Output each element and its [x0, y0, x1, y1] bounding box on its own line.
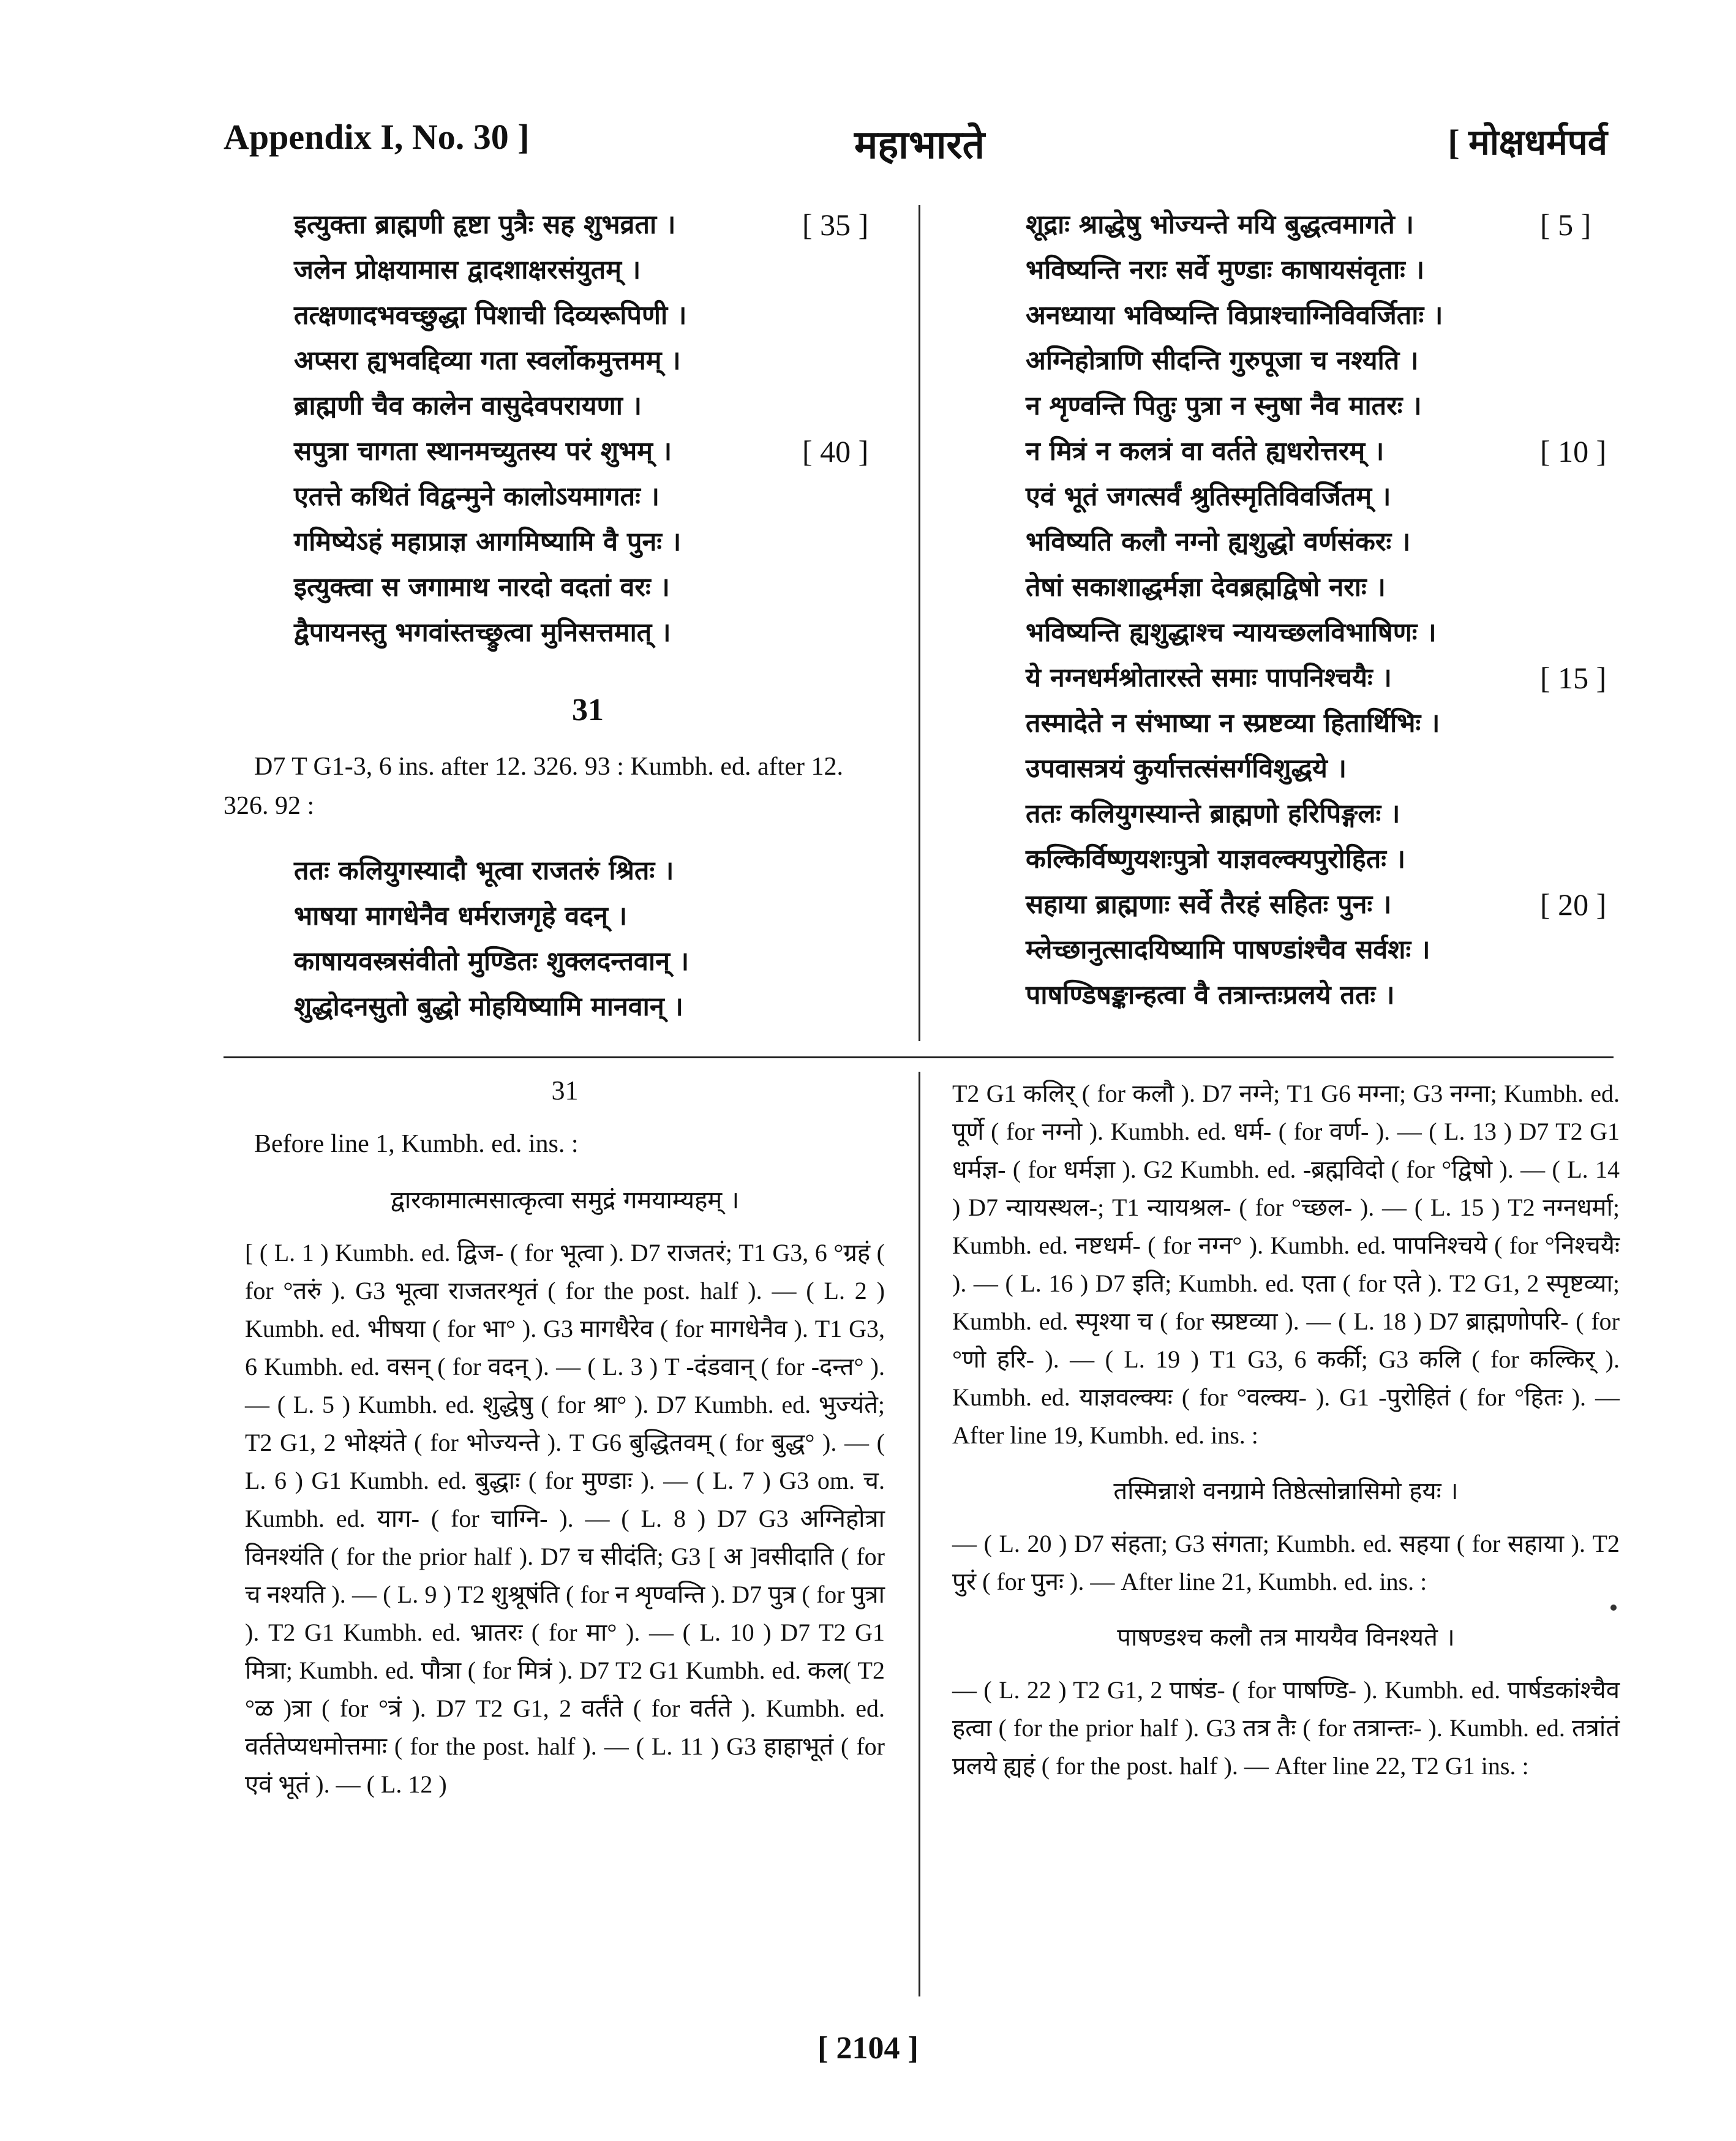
verse-line — [294, 610, 882, 655]
verse-line — [1026, 655, 1614, 701]
verse-text: तत्क्षणादभवच्छुद्धा पिशाची दिव्यरूपिणी । — [294, 300, 687, 331]
verse-text: भविष्यन्ति नराः सर्वे मुण्डाः काषायसंवृताः । — [1026, 255, 1425, 285]
verse-line — [294, 293, 882, 338]
verse-line — [1026, 791, 1614, 837]
verse-text: जलेन प्रोक्षयामास द्वादशाक्षरसंयुतम् । — [294, 255, 641, 285]
apparatus-separator — [224, 1056, 1614, 1058]
verse-line — [294, 848, 882, 894]
verse-line — [1026, 338, 1614, 383]
verse-text: भविष्यन्ति ह्यशुद्धाश्च न्यायच्छलविभाषिणः । — [1026, 617, 1437, 648]
critical-notes-right — [952, 1075, 1620, 1785]
verse-line — [1026, 429, 1614, 474]
verse-text: ब्राह्मणी चैव कालेन वासुदेवपरायणा । — [294, 391, 642, 421]
right-verse-column — [1026, 202, 1614, 1018]
notes-body-right-2: — ( L. 20 ) D7 संहता; G3 संगता; Kumbh. ed. सहया ( for सहाया ). T2 पुरं ( for पुनः ). — After line 21, Kumbh. ed. ins. : — [952, 1530, 1620, 1595]
verse-line — [1026, 383, 1614, 429]
verse-text: ततः कलियुगस्यान्ते ब्राह्मणो हरिपिङ्गलः । — [1026, 799, 1400, 829]
verse-text: शूद्राः श्राद्धेषु भोज्यन्ते मयि बुद्धत्वमागते । — [1026, 209, 1415, 240]
verse-line — [1026, 519, 1614, 565]
verse-text: द्वैपायनस्तु भगवांस्तच्छ्रुत्वा मुनिसत्तमात् । — [294, 617, 671, 648]
verse-text: अप्सरा ह्यभवद्दिव्या गता स्वर्लोकमुत्तमम् । — [294, 345, 681, 376]
verse-text: इत्युक्ता ब्राह्मणी हृष्टा पुत्रैः सह शुभव्रता । — [294, 209, 676, 240]
notes-body-left: [ ( L. 1 ) Kumbh. ed. द्विज- ( for भूत्वा ). D7 राजतरं; T1 G3, 6 °ग्रहं ( for °तरुं ). G3 भूत्वा राजतरशृतं ( for the post. half ). — ( L. 2 ) Kumbh. ed. भीषया ( for भा° ). G3 मागधैरेव ( for मागधेनैव ). T1 G3, 6 Kumbh. ed. वसन् ( for वदन् ). — ( L. 3 ) T -दंडवान् ( for -दन्त° ). — ( L. 5 ) Kumbh. ed. शुद्धेषु ( for श्रा° ). D7 Kumbh. ed. भुज्यंते; T2 G1, 2 भोक्ष्यंते ( for भोज्यन्ते ). T G6 बुद्धितवम् ( for बुद्ध° ). — ( L. 6 ) G1 Kumbh. ed. बुद्धाः ( for मुण्डाः ). — ( L. 7 ) G3 om. च. Kumbh. ed. याग- ( for चाग्नि- ). — ( L. 8 ) D7 G3 अग्निहोत्रा विनश्यंति ( for the prior half ). D7 च सीदंति; G3 [ अ ]वसीदाति ( for च नश्यति ). — ( L. 9 ) T2 शुश्रूषंति ( for न शृण्वन्ति ). D7 पुत्र ( for पुत्रा ). T2 G1 Kumbh. ed. भ्रातरः ( for मा° ). — ( L. 10 ) D7 T2 G1 मित्रा; Kumbh. ed. पौत्रा ( for मित्रं ). D7 T2 G1 Kumbh. ed. कल( T2 °ळ )त्रा ( for °त्रं ). D7 T2 G1, 2 वर्तंते ( for वर्तते ). Kumbh. ed. वर्ततेप्यधमोत्तमाः ( for the post. half ). — ( L. 11 ) G3 हाहाभूतं ( for एवं भूतं ). — ( L. 12 ) — [245, 1239, 885, 1798]
verse-line — [1026, 973, 1614, 1018]
verse-text: सपुत्रा चागता स्थानमच्युतस्य परं शुभम् । — [294, 436, 672, 467]
critical-notes-left — [245, 1075, 885, 1804]
verse-number: [ 15 ] — [1540, 661, 1607, 695]
parvan-title: [ मोक्षधर्मपर्व — [1448, 122, 1607, 162]
running-title: महाभारते — [854, 123, 985, 167]
verse-text: तेषां सकाशाद्धर्मज्ञा देवब्रह्मद्विषो नराः । — [1026, 572, 1386, 603]
verse-text: सहाया ब्राह्मणाः सर्वे तैरहं सहितः पुनः । — [1026, 889, 1392, 920]
verse-number: [ 35 ] — [802, 208, 869, 242]
verse-line — [1026, 701, 1614, 746]
verse-line — [1026, 202, 1614, 247]
verse-text: भविष्यति कलौ नग्नो ह्यशुद्धो वर्णसंकरः । — [1026, 527, 1411, 557]
verse-text: अग्निहोत्राणि सीदन्ति गुरुपूजा च नश्यति । — [1026, 345, 1419, 376]
verse-text: गमिष्येऽहं महाप्राज्ञ आगमिष्यामि वै पुनः । — [294, 527, 682, 557]
verse-text: शुद्धोदनसुतो बुद्धो मोहयिष्यामि मानवान् । — [294, 991, 683, 1022]
verse-block-31-cont — [1026, 202, 1614, 1018]
notes-before-line: Before line 1, Kumbh. ed. ins. : — [254, 1130, 579, 1158]
verse-number: [ 5 ] — [1540, 208, 1591, 242]
verse-text: ये नग्नधर्मश्रोतारस्ते समाः पापनिश्चयैः । — [1026, 663, 1392, 693]
column-divider-upper — [919, 205, 920, 1041]
verse-text: इत्युक्त्वा स जगामाथ नारदो वदतां वरः । — [294, 572, 670, 603]
verse-block-30-end — [294, 202, 882, 655]
notes-body-right-3: — ( L. 22 ) T2 G1, 2 पाषंड- ( for पाषण्डि- ). Kumbh. ed. पार्षडकांश्चैव हत्वा ( for the prior half ). G3 तत्र तैः ( for तत्रान्तः- ). Kumbh. ed. तत्रांतं प्रलये ह्यहं ( for the post. half ). — After line 22, T2 G1 ins. : — [952, 1676, 1620, 1780]
verse-line — [1026, 927, 1614, 973]
inserted-verse-after-21: पाषण्डश्च कलौ तत्र माययैव विनश्यते । — [1117, 1624, 1455, 1652]
column-divider-lower — [919, 1072, 920, 1996]
inserted-verse-after-19: तस्मिन्नाशे वनग्रामे तिष्ठेत्सोन्नासिमो हयः । — [1113, 1477, 1459, 1505]
verse-text: तस्मादेते न संभाष्या न स्प्रष्टव्या हितार्थिभिः । — [1026, 708, 1440, 739]
verse-number: [ 40 ] — [802, 434, 869, 468]
verse-line — [294, 519, 882, 565]
verse-line — [1026, 610, 1614, 655]
verse-text: ततः कलियुगस्यादौ भूत्वा राजतरुं श्रितः । — [294, 856, 674, 886]
verse-line — [1026, 293, 1614, 338]
verse-line — [294, 202, 882, 247]
verse-line — [294, 984, 882, 1029]
section-intro: D7 T G1-3, 6 ins. after 12. 326. 93 : Kumbh. ed. after 12. 326. 92 : — [224, 753, 843, 820]
verse-line — [1026, 247, 1614, 293]
verse-line — [294, 247, 882, 293]
print-speck — [1610, 1605, 1617, 1611]
verse-text: भाषया मागधेनैव धर्मराजगृहे वदन् । — [294, 901, 628, 931]
verse-text: पाषण्डिषङ्कान्हत्वा वै तत्रान्तःप्रलये ततः । — [1026, 980, 1395, 1010]
verse-text: काषायवस्त्रसंवीतो मुण्डितः शुक्लदन्तवान् । — [294, 946, 690, 977]
verse-text: कल्किर्विष्णुयशःपुत्रो याज्ञवल्क्यपुरोहितः । — [1026, 844, 1406, 875]
verse-line — [294, 338, 882, 383]
verse-text: न मित्रं न कलत्रं वा वर्तते ह्यधरोत्तरम् । — [1026, 436, 1385, 467]
verse-line — [1026, 837, 1614, 882]
appendix-reference: Appendix I, No. 30 ] — [224, 117, 530, 157]
left-verse-column — [294, 202, 882, 741]
verse-number: [ 10 ] — [1540, 434, 1607, 468]
verse-line — [294, 383, 882, 429]
verse-number: [ 20 ] — [1540, 887, 1607, 922]
verse-text: एतत्ते कथितं विद्वन्मुने कालोऽयमागतः । — [294, 481, 660, 512]
verse-text: उपवासत्रयं कुर्यात्तत्संसर्गविशुद्धये । — [1026, 753, 1347, 784]
verse-text: एवं भूतं जगत्सर्वं श्रुतिस्मृतिविवर्जितम् । — [1026, 481, 1391, 512]
verse-text: न शृण्वन्ति पितुः पुत्रा न स्नुषा नैव मातरः । — [1026, 391, 1422, 421]
verse-lines — [294, 848, 882, 1029]
verse-line — [1026, 474, 1614, 519]
notes-section-number: 31 — [551, 1075, 579, 1105]
verse-line — [294, 429, 882, 474]
verse-line — [294, 894, 882, 939]
verse-line — [294, 474, 882, 519]
verse-line — [1026, 882, 1614, 927]
left-verse-block-31 — [294, 848, 882, 1029]
verse-line — [1026, 746, 1614, 791]
page-number: [ 2104 ] — [817, 2031, 919, 2066]
inserted-verse: द्वारकामात्मसात्कृत्वा समुद्रं गमयाम्यहम् । — [390, 1186, 740, 1214]
verse-text: अनध्याया भविष्यन्ति विप्राश्चाग्निविवर्जिताः । — [1026, 300, 1443, 331]
verse-line — [294, 939, 882, 984]
verse-line — [294, 565, 882, 610]
verse-text: म्लेच्छानुत्सादयिष्यामि पाषण्डांश्चैव सर्वशः । — [1026, 935, 1430, 965]
notes-body-right-1: T2 G1 कलिर् ( for कलौ ). D7 नग्ने; T1 G6 मग्ना; G3 नग्ना; Kumbh. ed. पूर्णे ( for नग्नो ). Kumbh. ed. धर्म- ( for वर्ण- ). — ( L. 13 ) D7 T2 G1 धर्मज्ञ- ( for धर्मज्ञा ). G2 Kumbh. ed. -ब्रह्मविदो ( for °द्विषो ). — ( L. 14 ) D7 न्यायस्थल-; T1 न्यायश्रल- ( for °च्छल- ). — ( L. 15 ) T2 नग्नधर्मा; Kumbh. ed. नष्टधर्म- ( for नग्न° ). Kumbh. ed. पापनिश्चये ( for °निश्चयैः ). — ( L. 16 ) D7 इति; Kumbh. ed. एता ( for एते ). T2 G1, 2 स्पृष्टव्या; Kumbh. ed. स्पृश्या च ( for स्प्रष्टव्या ). — ( L. 18 ) D7 ब्राह्मणोपरि- ( for °णो हरि- ). — ( L. 19 ) T1 G3, 6 कर्की; G3 कलि ( for कल्किर् ). Kumbh. ed. याज्ञवल्क्यः ( for °वल्क्य- ). G1 -पुरोहितं ( for °हितः ). — After line 19, Kumbh. ed. ins. : — [952, 1080, 1620, 1449]
verse-line — [1026, 565, 1614, 610]
section-number: 31 — [572, 693, 604, 728]
